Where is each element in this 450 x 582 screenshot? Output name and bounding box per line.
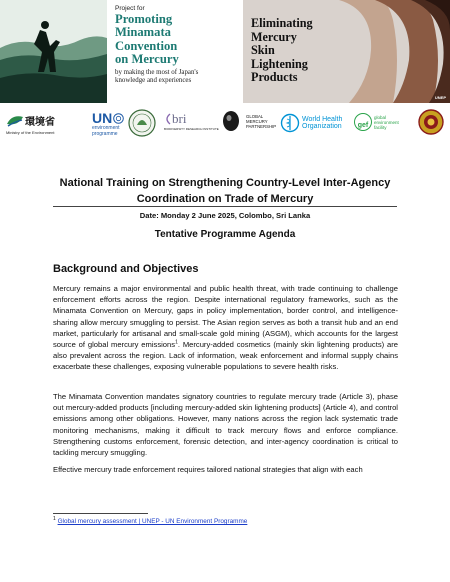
moe-label: Ministry of the Environment [6,130,55,135]
gef-text: gef [357,122,369,129]
section-heading: Background and Objectives [53,263,199,275]
footnote [53,515,248,525]
agenda-heading: Tentative Programme Agenda [154,229,296,240]
who-line: World Health [302,115,343,123]
gef-logo [354,113,399,131]
campaign-title-line: Mercury [251,29,297,44]
sri-lanka-emblem-logo [418,106,444,143]
header-banner [0,0,450,103]
gmp-line: GLOBAL [246,113,264,119]
banner-faces-image [243,0,450,103]
bri-text: bri [172,111,187,126]
campaign-title-line: Skin [251,43,275,58]
campaign-title-line: Products [251,70,298,85]
unep-logo [92,110,124,137]
banner-landscape-image [0,0,107,103]
who-line: Organization [302,123,342,130]
moe-text: 環境省 [25,117,55,128]
footnote-ref[interactable]: 1 [175,339,178,346]
moe-logo [6,113,55,135]
gmp-drop-icon [222,109,248,133]
document-title: National Training on Strengthening Country-Level Inter-Agency Coordination on Trade of Mercury [59,177,391,205]
project-title-block [107,0,243,103]
gef-line: environment [374,119,399,125]
paragraph-1 [53,283,398,373]
footnote-divider [53,513,148,514]
footnote-link[interactable]: Global mercury assessment | UNEP - UN Environment Programme [57,518,248,525]
paragraph-2: The Minamata Convention mandates signatory countries to regulate mercury trade (Article 3), phase out mercury-added products [including mercury-added skin lightening products] (Article 4), and control emissions among other obligations. However, many nations across the region lack systematic trade monitoring mechanisms, making it difficult to track mercury flows and enforce compliance. Strengthening customs enforcement, forensic detection, and inter-agency coordination is critical to tackling mercury smuggling. [53,392,398,458]
seal-logo [128,107,156,144]
moe-leaf-icon [6,114,24,128]
bri-logo [164,111,219,132]
paragraph-1-text-a: Mercury remains a major environmental and public health threat, with trade continuing to challenge enforcement efforts across the region. Despite international regulatory frameworks, such as the Minamata Convention on Mercury, gaps in policy implementation, border control, and intelligence-sharing allow mercury smuggling to persist. The Asian region serves as both a transit hub and an end market, particularly for artisanal and small-scale gold mining (ASGM), which accounts for the largest source of global mercury emissions [53,284,398,350]
un-emblem-icon [113,113,124,124]
partner-logos [0,103,450,146]
gmp-line: PARTNERSHIP [246,123,277,129]
paragraph-1-text-b: . Mercury-added cosmetics (mainly skin lightening products) are also prevalent across the region. Lack of information, weak enforcement and informal supply chains exacerbate these challenges, exposing vulnerable populations to severe health risks. [53,340,398,372]
who-logo [280,113,342,133]
footnote-number: 1 [53,515,56,522]
project-title-line: Promoting [115,12,173,26]
gmp-logo [222,109,276,133]
title-divider [53,206,397,207]
campaign-title-line: Eliminating [251,16,313,30]
gef-line: facility [374,124,387,130]
paragraph-3: Effective mercury trade enforcement requires tailored national strategies that align with each [53,465,363,474]
seal-emblem-icon [128,107,156,139]
event-date: Date: Monday 2 June 2025, Colombo, Sri Lanka [139,211,311,220]
project-subtitle-line: by making the most of Japan's [115,68,199,76]
project-title-line: Minamata [115,25,171,40]
unep-line: environment [92,125,120,131]
project-title-line: on Mercury [115,52,179,67]
national-emblem-icon [418,106,444,138]
bri-swoosh-icon [164,113,172,125]
campaign-title [251,17,343,85]
unep-line: programme [92,130,118,137]
unep-mini-mark: UNEP [434,95,446,100]
gef-circle-icon [354,113,372,131]
bri-label: BIODIVERSITY RESEARCH INSTITUTE [164,127,219,131]
project-title-line: Convention [115,38,178,53]
project-subtitle-line: knowledge and experiences [115,77,192,85]
gef-line: global [374,114,387,120]
campaign-title-line: Lightening [251,56,308,71]
who-emblem-icon [280,113,300,133]
gmp-line: MERCURY [246,118,268,124]
unep-un-text: UN [92,110,113,126]
project-pre-text: Project for [115,5,145,12]
